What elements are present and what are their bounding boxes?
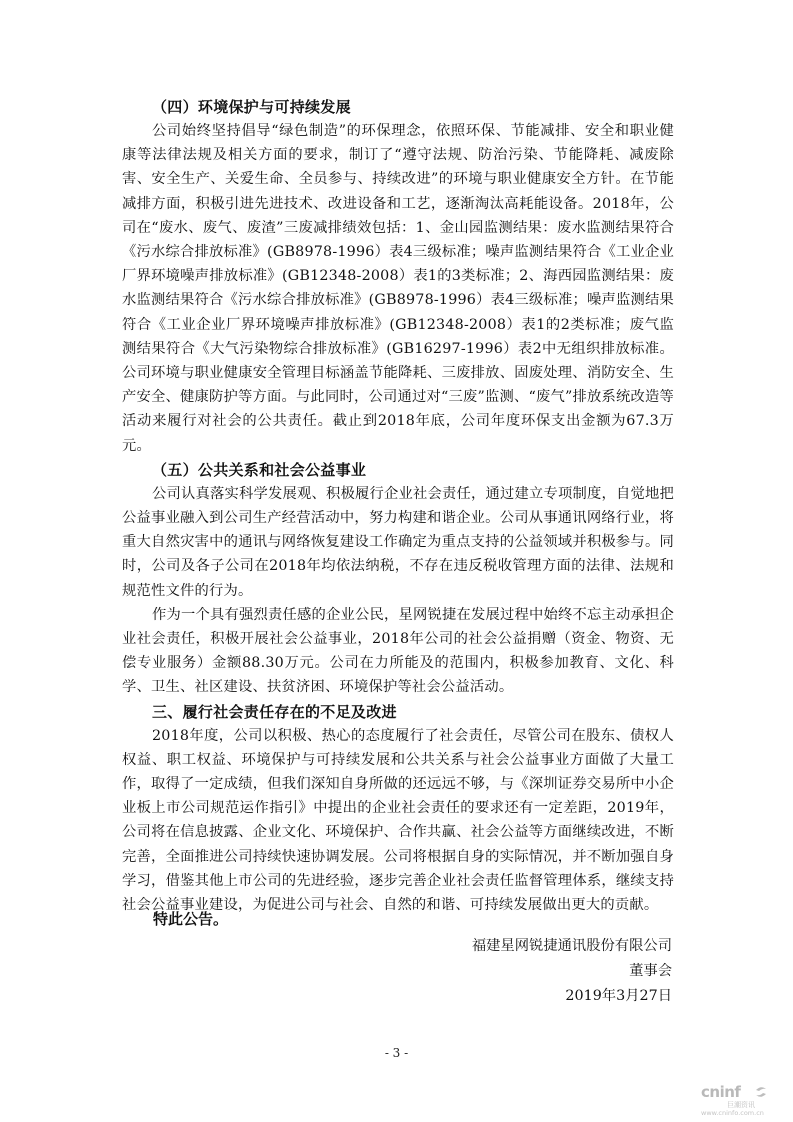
signature-company: 福建星网锐捷通讯股份有限公司: [471, 938, 672, 954]
watermark-chinese: 巨潮资讯: [727, 1101, 755, 1109]
paragraph-environment: 公司始终坚持倡导“绿色制造”的环保理念，依照环保、节能减排、安全和职业健康等法律法规及相关方面的要求，制订了“遵守法规、防治污染、节能降耗、减废除害、安全生产、关爱生命、全员参与、持续改进”的环境与职业健康安全方针。在节能减排方面，积极引进先进技术、改进设备和工艺，逐渐淘汰高耗能设备。2018年，公司在“废水、废气、废渣”三废减排绩效包括：1、金山园监测结果：废水监测结果符合《污水综合排放标准》(GB8978-1996）表4三级标准；噪声监测结果符合《工业企业厂界环境噪声排放标准》(GB12348-2008）表1的3类标准；2、海西园监测结果：废水监测结果符合《污水综合排放标准》(GB8978-1996）表4三级标准；噪声监测结果符合《工业企业厂界环境噪声排放标准》(GB12348-2008）表1的2类标准；废气监测结果符合《大气污染物综合排放标准》(GB16297-1996）表2中无组织排放标准。公司环境与职业健康安全管理目标涵盖节能降耗、三废排放、固废处理、消防安全、生产安全、健康防护等方面。与此同时，公司通过对“三废”监测、“废气”排放系统改造等活动来履行对社会的公共责任。截止到2018年底，公司年度环保支出金额为67.3万元。: [122, 123, 674, 454]
paragraph-shortcomings: 2018年度，公司以积极、热心的态度履行了社会责任，尽管公司在股东、债权人权益、职工权益、环境保护与可持续发展和公共关系与社会公益事业方面做了大量工作，取得了一定成绩，但我们深知自身所做的还远远不够，与《深圳证券交易所中小企业板上市公司规范运作指引》中提出的企业社会责任的要求还有一定差距，2019年，公司将在信息披露、企业文化、环境保护、合作共赢、社会公益等方面继续改进，不断完善，全面推进公司持续快速协调发展。公司将根据自身的实际情况，并不断加强自身学习，借鉴其他上市公司的先进经验，逐步完善企业社会责任监督管理体系，继续支持社会公益事业建设，为促进公司与社会、自然的和谐、可持续发展做出更大的贡献。: [122, 727, 674, 914]
watermark-brand: cninf: [701, 1083, 741, 1101]
watermark-url: www.cninfo.com.cn: [701, 1109, 764, 1117]
paragraph-public-welfare-2: 作为一个具有强烈责任感的企业公民，星网锐捷在发展过程中始终不忘主动承担企业社会责任，积极开展社会公益事业，2018年公司的社会公益捐赠（资金、物资、无偿专业服务）金额88.30万元。公司在力所能及的范围内，积极参加教育、文化、科学、卫生、社区建设、扶贫济困、环境保护等社会公益活动。: [122, 606, 674, 696]
announcement-closing: 特此公告。: [153, 910, 229, 928]
document-body: [122, 95, 674, 917]
cninfo-watermark: [701, 1083, 771, 1117]
signature-date: 2019年3月27日: [565, 988, 672, 1004]
paragraph-public-welfare-1: 公司认真落实科学发展观、积极履行企业社会责任，通过建立专项制度，自觉地把公益事业融入到公司生产经营活动中，努力构建和谐企业。公司从事通讯网络行业，将重大自然灾害中的通讯与网络恢复建设工作确定为重点支持的公益领域并积极参与。同时，公司及各子公司在2018年均依法纳税，不存在违反税收管理方面的法律、法规和规范性文件的行为。: [122, 485, 674, 599]
section-heading-public-relations: （五）公共关系和社会公益事业: [152, 460, 367, 479]
section-heading-shortcomings: 三、履行社会责任存在的不足及改进: [152, 702, 397, 721]
signature-board: 董事会: [629, 963, 672, 979]
page-number: - 3 -: [384, 1046, 409, 1060]
cninfo-swirl-logo-icon: [754, 1085, 768, 1099]
section-heading-environment: （四）环境保护与可持续发展: [152, 98, 351, 116]
